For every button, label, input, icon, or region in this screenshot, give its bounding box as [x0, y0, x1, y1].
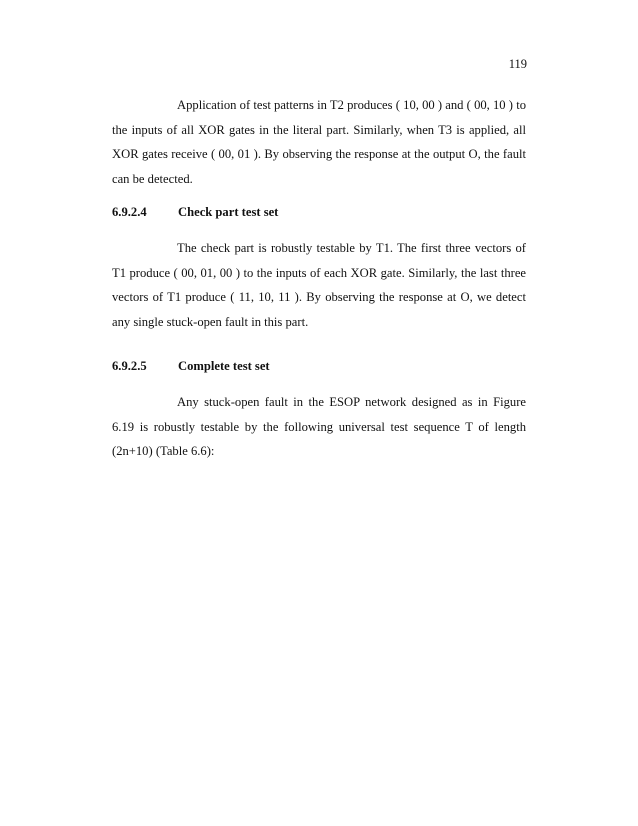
paragraph-complete-test-set [112, 390, 526, 464]
section-number: 6.9.2.5 [112, 359, 147, 373]
paragraph-text: Any stuck-open fault in the ESOP network designed as in Figure 6.19 is robustly testable by the following universal test sequence T of length (2n+10) (Table 6.6): [112, 395, 526, 458]
paragraph-text: Application of test patterns in T2 produces ( 10, 00 ) and ( 00, 10 ) to the inputs of all XOR gates in the literal part. Similarly, when T3 is applied, all XOR gates receive ( 00, 01 ). By observing the response at the output O, the fault can be detected. [112, 98, 526, 186]
page-number: 119 [508, 57, 527, 71]
section-heading-check-part [112, 204, 278, 220]
section-title: Check part test set [178, 205, 279, 219]
section-heading-complete-test-set [112, 358, 270, 374]
paragraph-text: The check part is robustly testable by T1. The first three vectors of T1 produce ( 00, 01, 00 ) to the inputs of each XOR gate. Similarly, the last three vectors of T1 produce ( 11, 10, 11 ). By observing the response at O, we detect any single stuck-open fault in this part. [112, 241, 526, 329]
paragraph-literal-part-test [112, 93, 526, 191]
section-title: Complete test set [178, 359, 270, 373]
paragraph-check-part-test [112, 236, 526, 334]
section-number: 6.9.2.4 [112, 205, 147, 219]
